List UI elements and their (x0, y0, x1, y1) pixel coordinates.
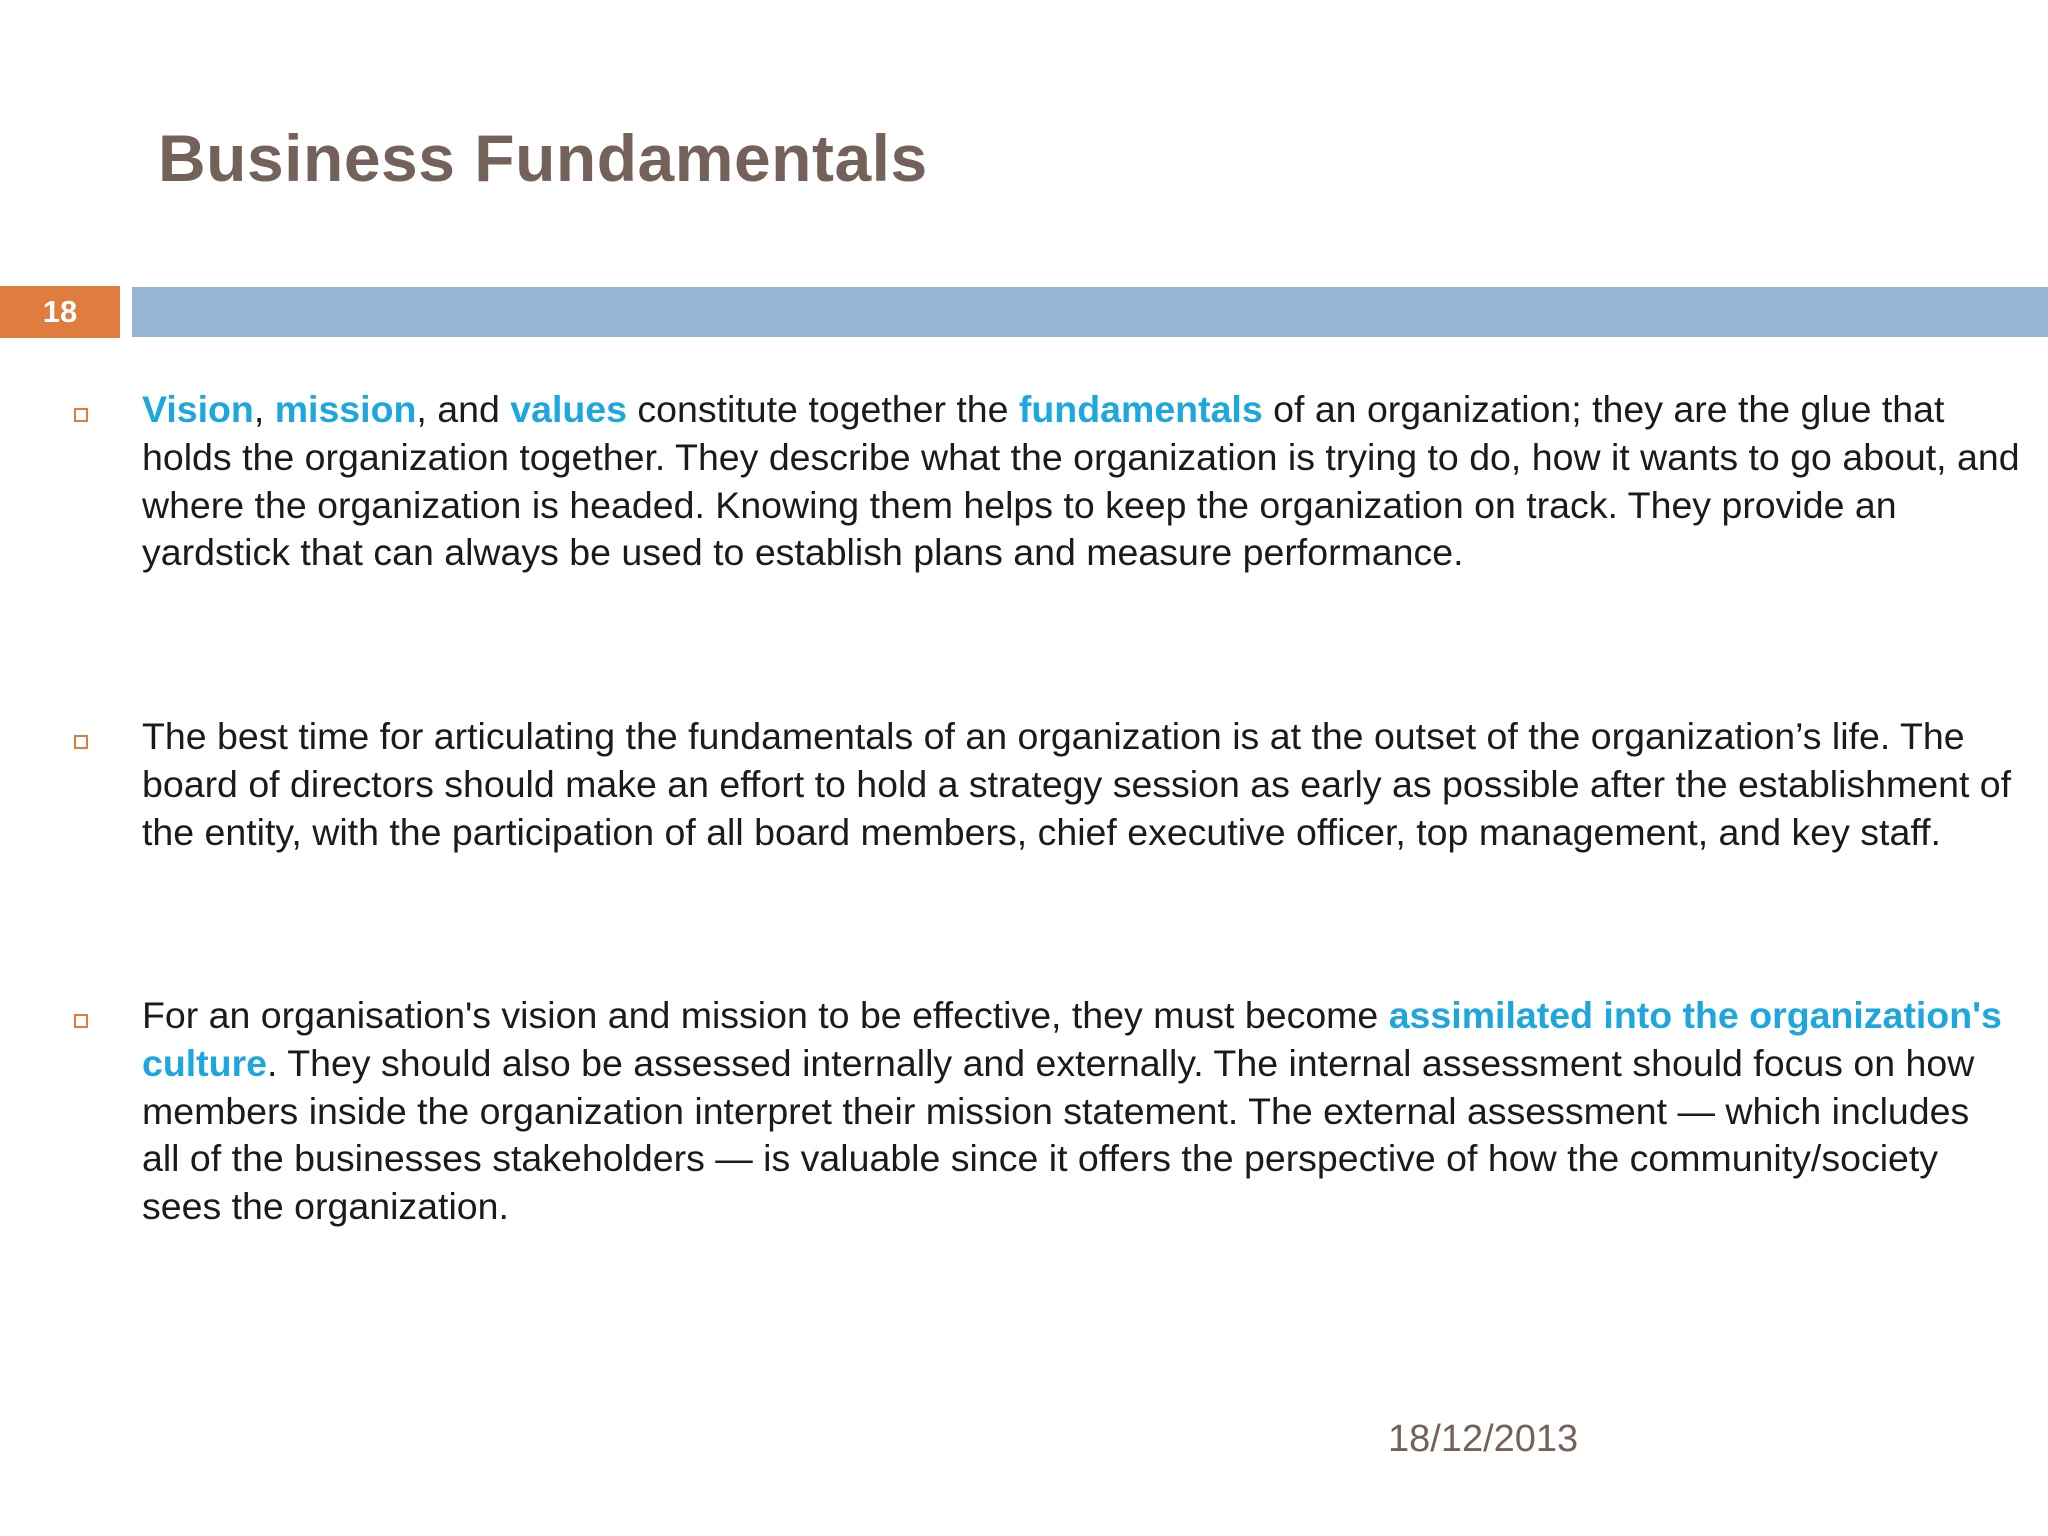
footer-date: 18/12/2013 (1388, 1418, 1579, 1460)
bullet-text-run: The best time for articulating the fundamentals of an organization is at the outset of the organization’s life. The board of directors should make an effort to hold a strategy session as early as possible after the establishment of the entity, with the participation of all board members, chief executive officer, top management, and key staff. (142, 715, 2012, 853)
bullet-text-run: For an organisation's vision and mission to be effective, they must become (142, 994, 1389, 1036)
title-divider-bar (132, 287, 2048, 337)
slide-number-badge (0, 286, 120, 338)
highlighted-term: mission (274, 388, 417, 430)
bullet-text-run: , (253, 388, 275, 430)
bullet-text (142, 386, 2042, 577)
highlighted-term: assimilated into the organization's culture (142, 994, 2002, 1084)
bullet-text (142, 992, 2002, 1231)
bullet-text (142, 713, 2012, 856)
slide-number: 18 (42, 294, 78, 329)
square-bullet-icon (74, 408, 88, 422)
bullet-text-run: constitute together the (626, 388, 1019, 430)
bullet-item (70, 386, 2042, 577)
highlighted-term: values (510, 388, 627, 430)
square-bullet-icon (74, 1014, 88, 1028)
slide-title: Business Fundamentals (158, 121, 928, 195)
bullet-text-run: . They should also be assessed internally and externally. The internal assessment should focus on how members inside the organization interpret their mission statement. The external assessment — which includes all of the businesses stakeholders — is valuable since it offers the perspective of how the community/society sees the organization. (142, 1041, 1975, 1228)
bullet-text-run: of an organization; they are the glue that holds the organization together. They describe what the organization is trying to do, how it wants to go about, and where the organization is headed. Knowing them helps to keep the organization on track. They provide an yardstick that can always be used to establish plans and measure performance. (142, 388, 2020, 574)
bullet-text-run: , and (416, 388, 511, 430)
bullet-item (70, 713, 2012, 856)
highlighted-term: fundamentals (1018, 388, 1263, 430)
square-bullet-icon (74, 735, 88, 749)
highlighted-term: Vision (142, 388, 254, 430)
bullet-item (70, 992, 2002, 1231)
